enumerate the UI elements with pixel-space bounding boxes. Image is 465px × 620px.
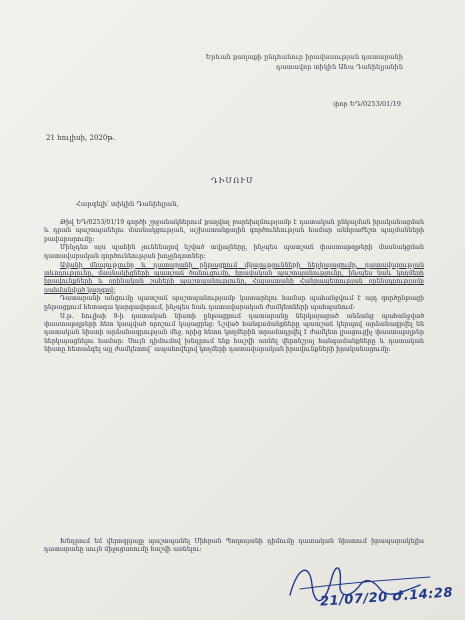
salutation: Հարգելի՛ տիկին Դանիելյան, (76, 200, 179, 208)
closing-paragraph (44, 538, 424, 555)
handwritten-date: 21/07/20 Ժ.14:28 (319, 585, 454, 610)
recipient-address (153, 52, 403, 72)
closing-text: Խնդրում եմ վերոգրյալը պաշտպանել Միհրան Պողոսյանի դիմումը դատական նիստում իրապարակելիս դատարանը սույն միջոցառումը հաշվի առնելու։ (44, 538, 424, 554)
letter-body (44, 219, 424, 355)
reference-number: փոր ԵԴ/0253/01/19 (333, 100, 401, 108)
body-paragraph-1: Թիվ ԵԴ/0253/01/19 գործի շրջանակներում քաղվող բարեխղճությամբ է դատական ընկալման իրականացման և դրան պաշտպանելու մասնակցության, աշխատանքային գործունեության համար անհրաժեշտ պայմանների բավարարումը։ (44, 219, 424, 243)
address-line-1: Երևան քաղաքի ընդհանուր իրավասության դատարանի (205, 53, 403, 61)
body-paragraph-2: Մինչդեռ այս պահին չունենալով նշված տվյալները, ինչպես պատշաճ փաստաթղթերի մասնակցման դատավարական գործունեության խոչընդոտներ։ (44, 244, 424, 260)
letter-date: 21 հուլիսի, 2020թ. (46, 134, 116, 142)
body-paragraph-3: Ավանի մնալությունը և դատարանի ընթացքում վկայությունների ներկայացումը, դատավարության տևողությունը, մասնակիցների պատշաճ ծանուցումը, իրավական պաշտպանությունը, ինչպես նաև կողմերի իրավունքների և օրինական շահերի պաշտպանությունը, Հայաստանի Հանրապետության օրենսդրությամբ սահմանված կարգով։ (44, 261, 424, 294)
body-paragraph-4: Դատարանի անցումը պատշաճ պաշտպանությամբ կատարելու համար պահանջվում է այդ գործընթացի ընթացքում հետագա կարգավորում, ինչպես նաև դատավարական ժամկետների պահպանում։ (44, 295, 424, 311)
address-line-2: դատավոր տիկին Անա Դանիելյանին (275, 63, 403, 71)
body-paragraph-5: Ս.թ. հուլիսի 9-ի դատական նիստի ընթացքում դատարանը ներկայացած անձանց պահանջված փաստաթղթերի հետ կապված որոշում կայացրեց։ Նշված հանգամանքները պատշաճ կերպով արձանագրվել են դատական նիստի արձանագրության մեջ, որից հետո կողմերին տրամադրվել է ժամկետ լրացուցիչ փաստաթղթեր ներկայացնելու համար։ Սույն դիմումով խնդրում ենք հաշվի առնել վերոնշյալ հանգամանքները և դատական նիստը հետաձգել այլ ժամկետով՝ ապահովելով կողմերի դատավարական իրավունքների իրականացումը։ (44, 312, 424, 353)
document-title: ԴԻՄՈՒՄ (211, 176, 254, 185)
